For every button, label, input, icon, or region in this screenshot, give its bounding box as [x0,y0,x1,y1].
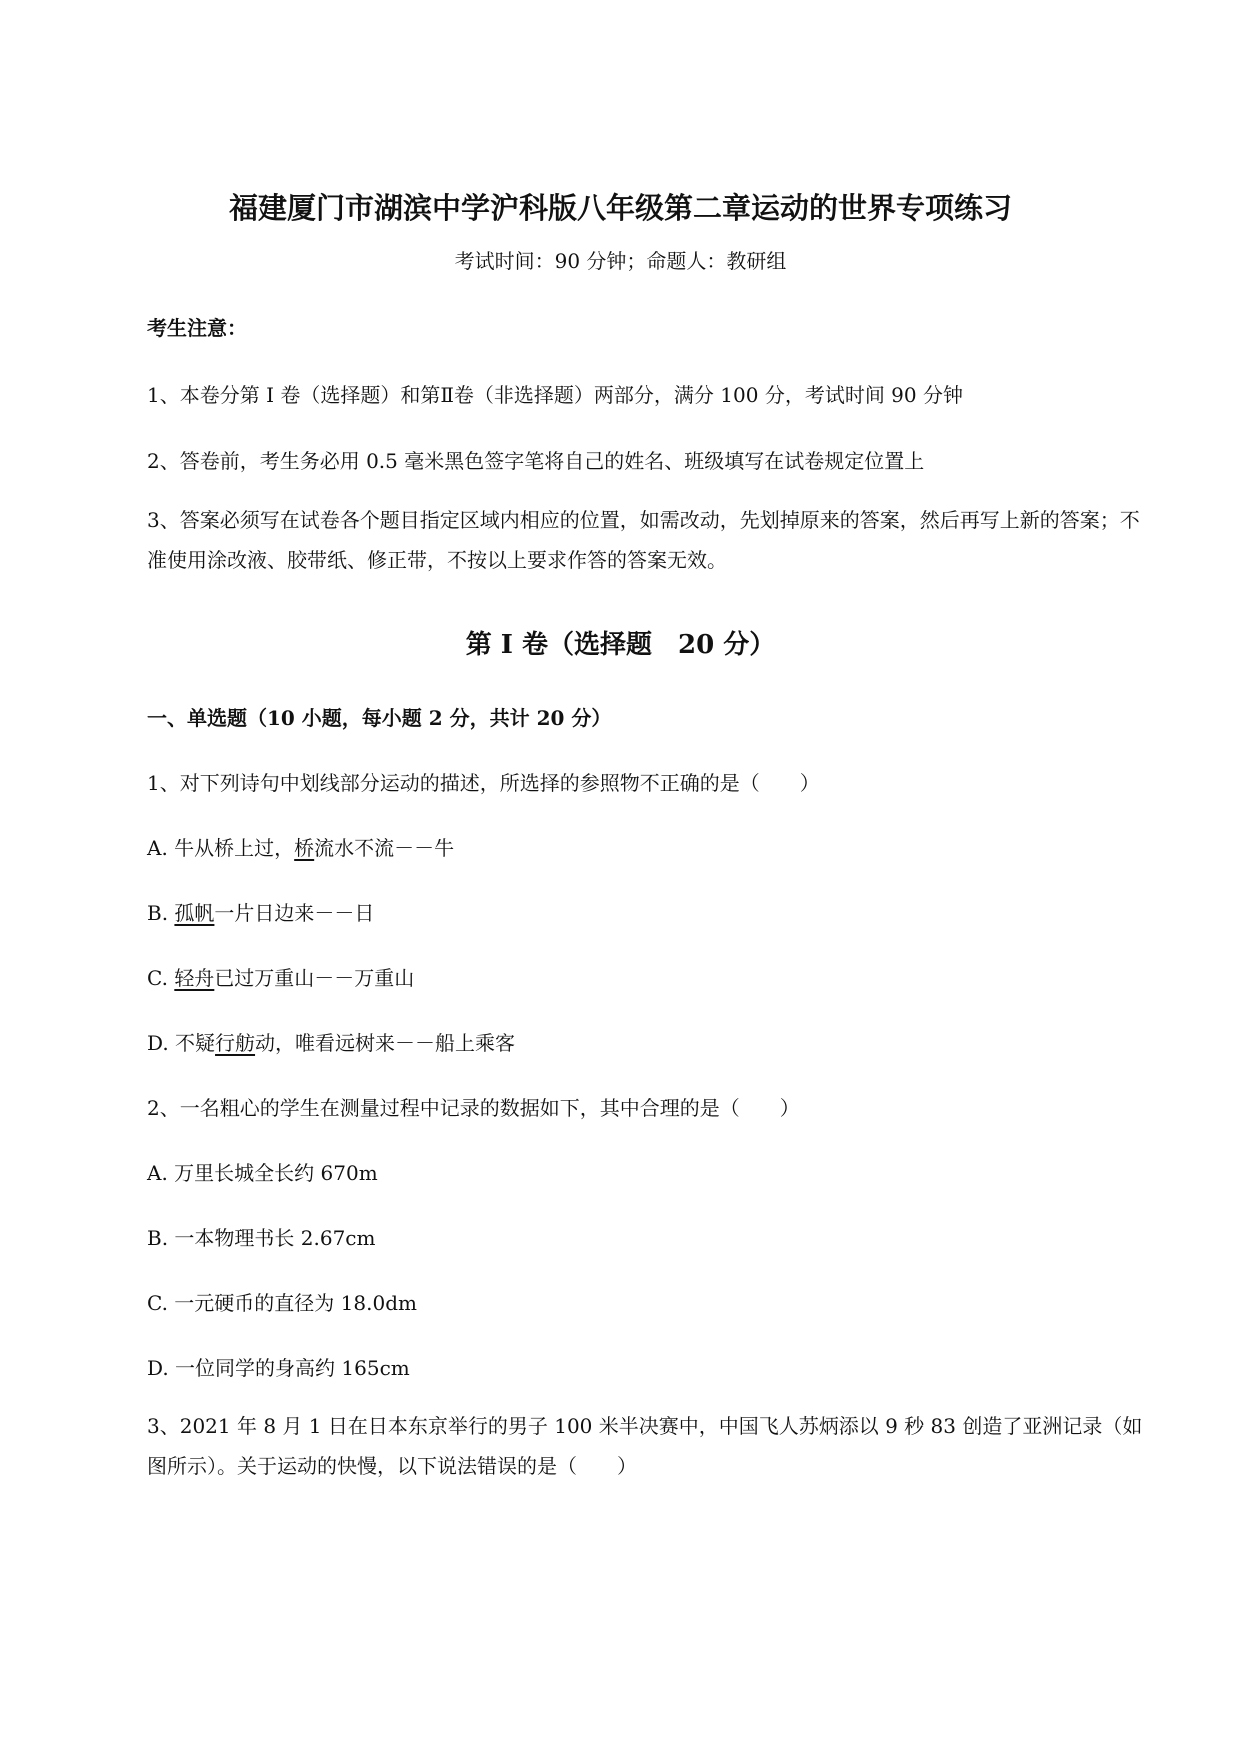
question-1-option-b [147,897,374,926]
question-2-option-b: B. 一本物理书长 2.67cm [147,1226,376,1250]
underlined-text: 桥 [294,836,315,860]
question-1-option-c [147,962,414,991]
question-2-option-d: D. 一位同学的身高约 165cm [147,1356,410,1380]
underlined-text: 孤帆 [174,901,215,925]
notice-heading: 考生注意： [147,316,247,340]
notice-item-1: 1、本卷分第 I 卷（选择题）和第Ⅱ卷（非选择题）两部分，满分 100 分，考试时间 90 分钟 [147,383,963,407]
question-2-option-c: C. 一元硬币的直径为 18.0dm [147,1291,417,1315]
page-title: 福建厦门市湖滨中学沪科版八年级第二章运动的世界专项练习 [228,191,1012,225]
option-text: 一片日边来－－日 [214,901,375,925]
underlined-text: 行舫 [215,1031,256,1055]
option-text: A. 牛从桥上过， [147,836,295,860]
question-1-option-d [147,1027,515,1056]
question-1-option-a [147,832,454,861]
option-text: 流水不流－－牛 [314,836,455,860]
page-subtitle: 考试时间：90 分钟；命题人：教研组 [454,249,787,273]
question-1-stem: 1、对下列诗句中划线部分运动的描述，所选择的参照物不正确的是（ ） [147,771,820,795]
question-3-stem: 3、2021 年 8 月 1 日在日本东京举行的男子 100 米半决赛中，中国飞人苏炳添以 9 秒 83 创造了亚洲记录（如图所示）。关于运动的快慢，以下说法错误的是（ ） [147,1414,1143,1478]
section-title: 第 I 卷（选择题 20 分） [465,630,776,660]
question-2-stem: 2、一名粗心的学生在测量过程中记录的数据如下，其中合理的是（ ） [147,1096,800,1120]
option-text: 已过万重山－－万重山 [214,966,415,990]
option-text: D. 不疑 [147,1031,216,1055]
option-text: 动，唯看远树来－－船上乘客 [255,1031,516,1055]
underlined-text: 轻舟 [174,966,215,990]
option-text: B. [147,901,175,925]
question-2-option-a: A. 万里长城全长约 670m [147,1161,378,1185]
part-heading: 一、单选题（10 小题，每小题 2 分，共计 20 分） [147,706,612,730]
notice-item-2: 2、答卷前，考生务必用 0.5 毫米黑色签字笔将自己的姓名、班级填写在试卷规定位置上 [147,449,925,473]
notice-item-3: 3、答案必须写在试卷各个题目指定区域内相应的位置，如需改动，先划掉原来的答案，然后再写上新的答案；不准使用涂改液、胶带纸、修正带，不按以上要求作答的答案无效。 [147,508,1140,572]
option-text: C. [147,966,175,990]
